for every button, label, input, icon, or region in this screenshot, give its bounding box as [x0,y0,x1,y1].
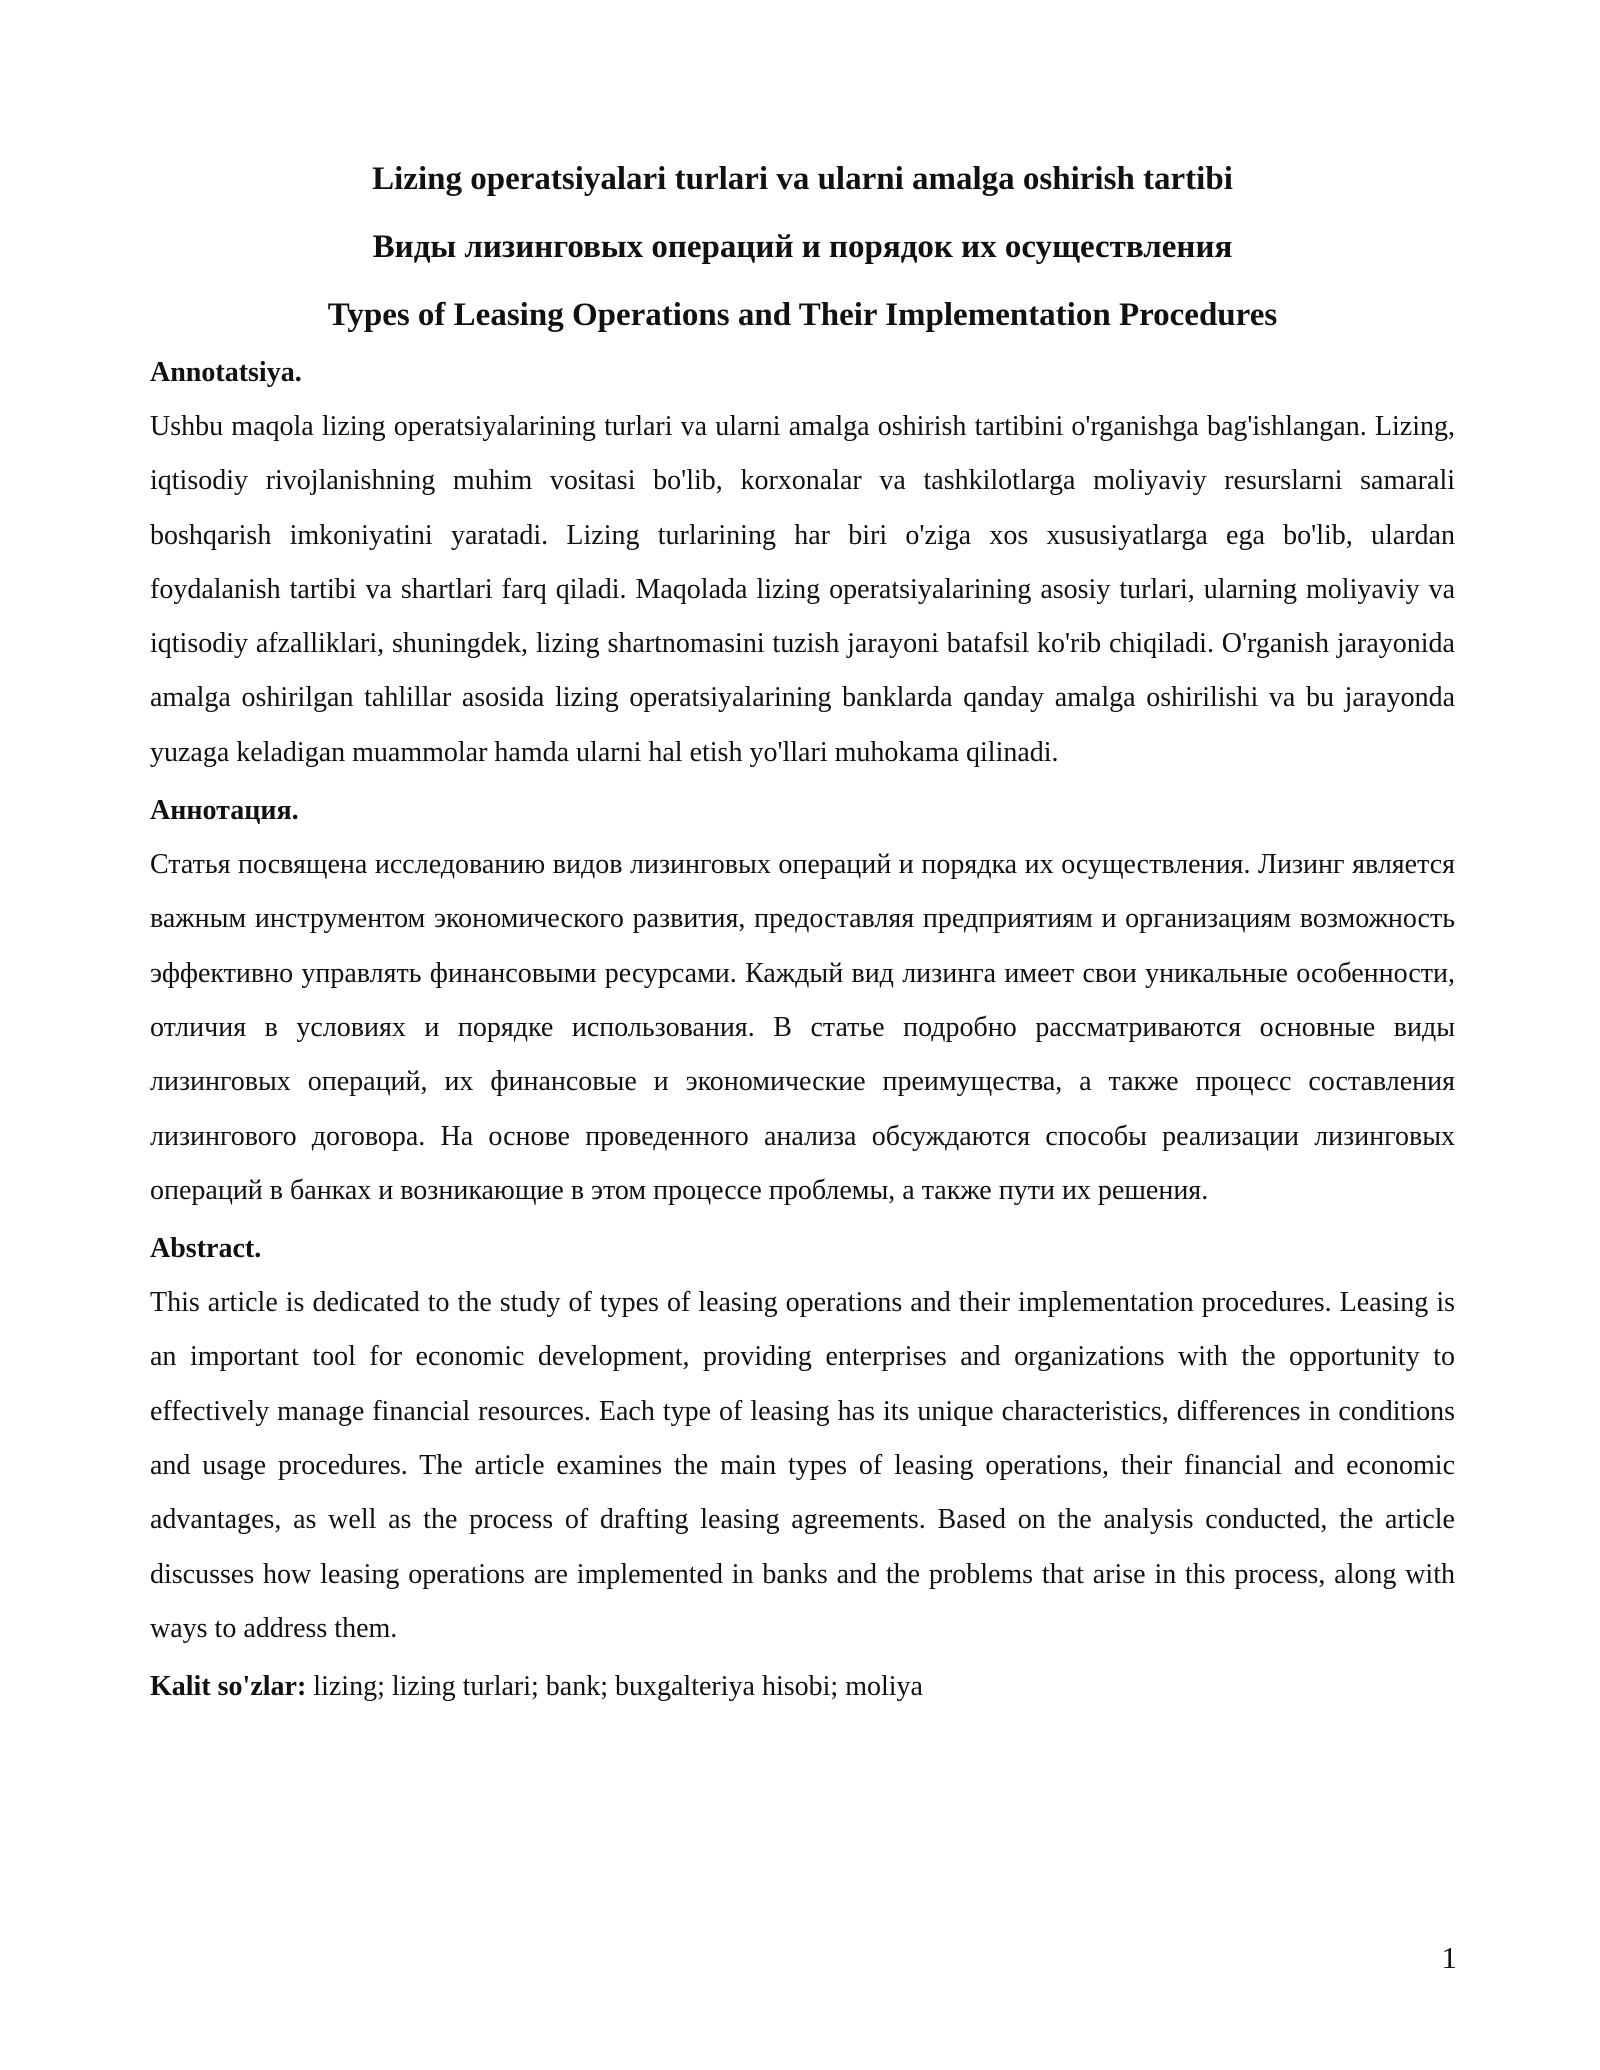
keywords-line [150,1660,1455,1714]
page-number: 1 [1441,1940,1457,1975]
title-english: Types of Leasing Operations and Their Implementation Procedures [327,297,1278,333]
abstract-en-text: This article is dedicated to the study of types of leasing operations and their implementation procedures. Leasing is an important tool for economic development, providing enterprises and organizations with the opportunity to effectively manage financial resources. Each type of leasing has its unique characteristics, differences in conditions and usage procedures. The article examines the main types of leasing operations, their financial and economic advantages, as well as the process of drafting leasing agreements. Based on the analysis conducted, the article discusses how leasing operations are implemented in banks and the problems that arise in this process, along with ways to address them. [150,1287,1455,1644]
abstract-uz-text: Ushbu maqola lizing operatsiyalarining turlari va ularni amalga oshirish tartibini o'rganishga bag'ishlangan. Lizing, iqtisodiy rivojlanishning muhim vositasi bo'lib, korxonalar va tashkilotlarga moliyaviy resurslarni samarali boshqarish imkoniyatini yaratadi. Lizing turlarining har biri o'ziga xos xususiyatlarga ega bo'lib, ulardan foydalanish tartibi va shartlari farq qiladi. Maqolada lizing operatsiyalarining asosiy turlari, ularning moliyaviy va iqtisodiy afzalliklari, shuningdek, lizing shartnomasini tuzish jarayoni batafsil ko'rib chiqiladi. O'rganish jarayonida amalga oshirilgan tahlillar asosida lizing operatsiyalarining banklarda qanday amalga oshirilishi va bu jarayonda yuzaga keladigan muammolar hamda ularni hal etish yo'llari muhokama qilinadi. [150,411,1455,768]
keywords-text: lizing; lizing turlari; bank; buxgalteriya hisobi; moliya [306,1671,923,1703]
abstract-uz-heading: Annotatsiya. [150,357,302,388]
abstract-ru-heading: Аннотация. [150,795,299,827]
abstract-en-heading: Abstract. [150,1233,262,1265]
title-russian: Виды лизинговых операций и порядок их осуществления [372,229,1233,265]
title-block [150,145,1455,349]
keywords-label: Kalit so'zlar: [150,1671,307,1703]
title-uzbek: Lizing operatsiyalari turlari va ularni amalga oshirish tartibi [372,161,1233,197]
abstract-content [150,346,1455,1714]
abstract-ru-text: Статья посвящена исследованию видов лизинговых операций и порядка их осуществления. Лизинг является важным инструментом экономического развития, предоставляя предприятиям и организациям возможность эффективно управлять финансовыми ресурсами. Каждый вид лизинга имеет свои уникальные особенности, отличия в условиях и порядке использования. В статье подробно рассматриваются основные виды лизинговых операций, их финансовые и экономические преимущества, а также процесс составления лизингового договора. На основе проведенного анализа обсуждаются способы реализации лизинговых операций в банках и возникающие в этом процессе проблемы, а также пути их решения. [150,849,1455,1206]
